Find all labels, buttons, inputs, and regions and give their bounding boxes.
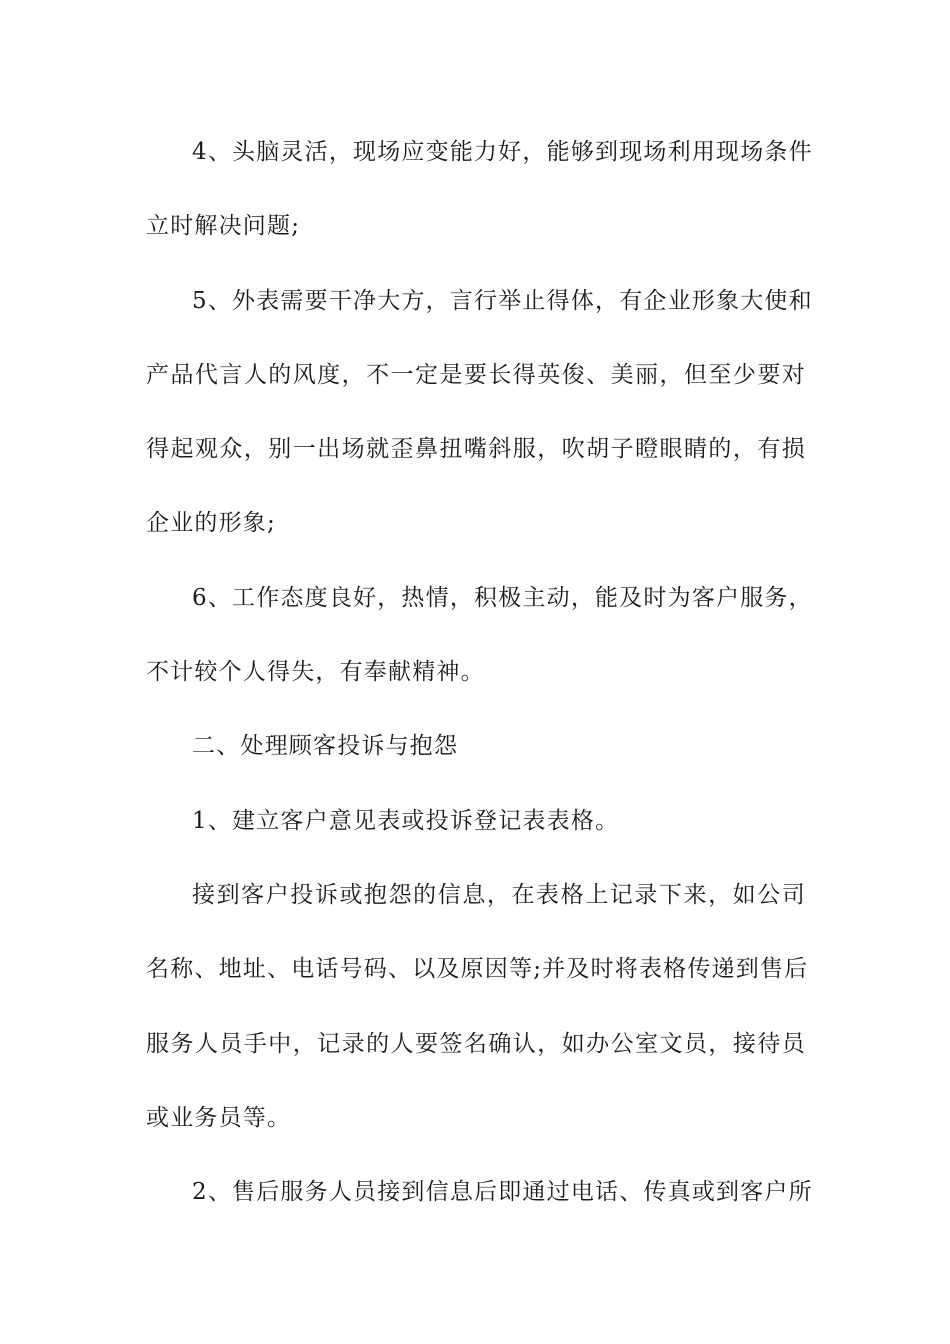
paragraph-item-4-line-2: 立时解决问题; (146, 213, 301, 240)
section-item-1: 1、建立客户意见表或投诉登记表表格。 (192, 807, 620, 834)
paragraph-record-line-3: 服务人员手中，记录的人要签名确认，如办公室文员，接待员 (146, 1030, 806, 1057)
paragraph-record-line-4: 或业务员等。 (146, 1104, 292, 1131)
document-page (146, 128, 813, 1242)
paragraph-record-line-2: 名称、地址、电话号码、以及原因等;并及时将表格传递到售后 (146, 956, 809, 983)
paragraph-item-6-line-2: 不计较个人得失，有奉献精神。 (146, 659, 485, 686)
paragraph-item-5-line-3: 得起观众，别一出场就歪鼻扭嘴斜服，吹胡子瞪眼睛的，有损 (146, 436, 806, 463)
paragraph-item-4-line-1: 4、头脑灵活，现场应变能力好，能够到现场利用现场条件 (192, 139, 813, 165)
paragraph-item-6-line-1: 6、工作态度良好，热情，积极主动，能及时为客户服务， (192, 584, 813, 611)
section-heading: 二、处理顾客投诉与抱怨 (192, 733, 459, 760)
paragraph-item-5-line-4: 企业的形象; (146, 510, 276, 537)
paragraph-item-5-line-2: 产品代言人的风度，不一定是要长得英俊、美丽，但至少要对 (146, 361, 806, 388)
paragraph-record-line-1: 接到客户投诉或抱怨的信息，在表格上记录下来，如公司 (192, 881, 806, 908)
section-item-2-line-1: 2、售后服务人员接到信息后即通过电话、传真或到客户所 (192, 1179, 813, 1206)
paragraph-item-5-line-1: 5、外表需要干净大方，言行举止得体，有企业形象大使和 (192, 287, 813, 314)
